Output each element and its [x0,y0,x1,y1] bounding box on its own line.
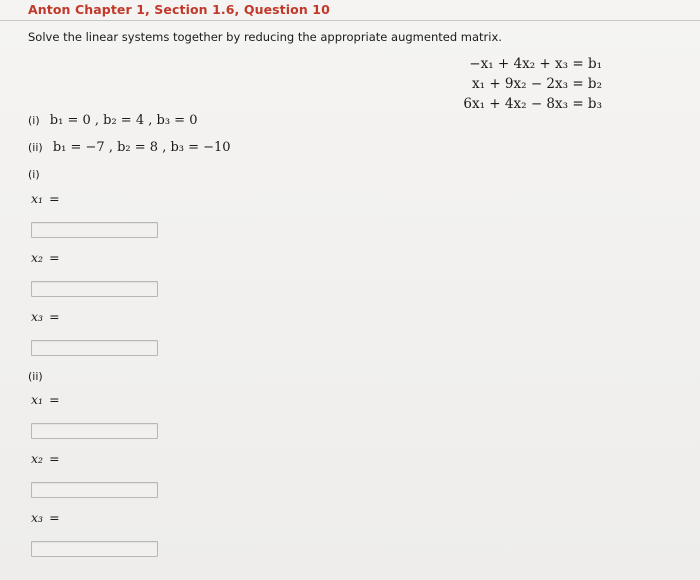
condition-values: b₁ = −7 , b₂ = 8 , b₃ = −10 [52,140,231,155]
x1-label-part-i [31,191,60,206]
equation-system [463,54,602,114]
variable-name: x₃ [31,510,44,525]
x2-answer-input-part-i[interactable] [31,281,158,297]
x3-label-part-ii [31,510,60,525]
variable-name: x₃ [31,309,44,324]
equation-2: x₁ + 9x₂ − 2x₃ = b₂ [472,76,602,92]
variable-name: x₂ [31,451,44,466]
title-divider [0,20,700,21]
equals-sign: = [49,309,60,324]
x2-answer-input-part-ii[interactable] [31,482,158,498]
x1-answer-input-part-i[interactable] [31,222,158,238]
x2-label-part-i [31,250,60,265]
x3-answer-input-part-i[interactable] [31,340,158,356]
equals-sign: = [49,250,60,265]
condition-values: b₁ = 0 , b₂ = 4 , b₃ = 0 [49,113,198,128]
condition-tag: (i) [28,114,40,127]
condition-tag: (ii) [28,141,43,154]
variable-name: x₁ [31,392,44,407]
condition-ii [28,140,231,155]
x1-label-part-ii [31,392,60,407]
equals-sign: = [49,451,60,466]
part-ii-label: (ii) [28,370,43,383]
part-i-label: (i) [28,168,40,181]
instructions-text: Solve the linear systems together by reducing the appropriate augmented matrix. [28,30,502,44]
variable-name: x₁ [31,191,44,206]
question-title: Anton Chapter 1, Section 1.6, Question 10 [28,2,330,17]
x2-label-part-ii [31,451,60,466]
x3-label-part-i [31,309,60,324]
equation-3: 6x₁ + 4x₂ − 8x₃ = b₃ [463,96,602,112]
equals-sign: = [49,510,60,525]
equals-sign: = [49,392,60,407]
equals-sign: = [49,191,60,206]
condition-i [28,113,197,128]
x1-answer-input-part-ii[interactable] [31,423,158,439]
variable-name: x₂ [31,250,44,265]
x3-answer-input-part-ii[interactable] [31,541,158,557]
equation-1: −x₁ + 4x₂ + x₃ = b₁ [469,56,602,72]
